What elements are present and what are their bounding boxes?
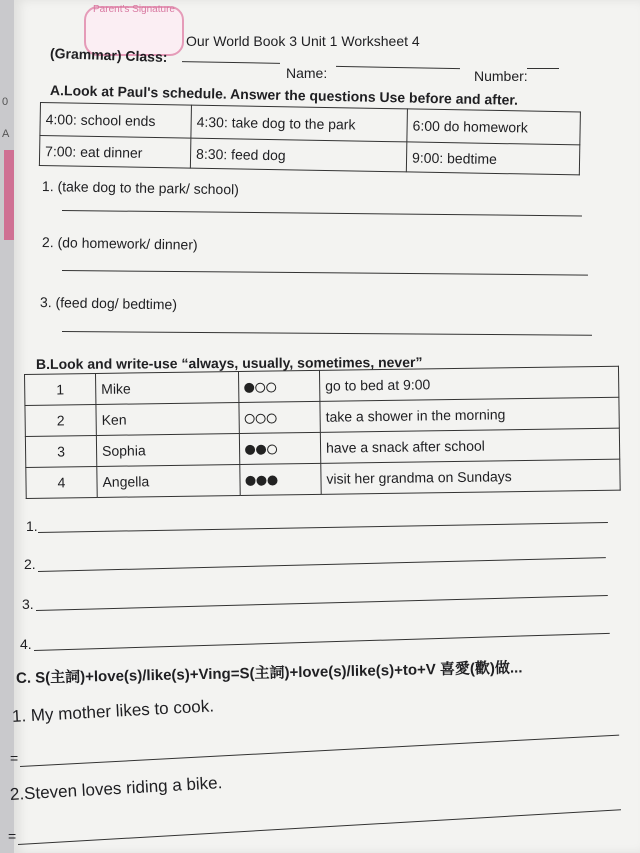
filled-circle-icon (256, 476, 266, 486)
schedule-table (39, 102, 581, 175)
activity: go to bed at 9:00 (319, 366, 618, 401)
section-a-heading: A.Look at Paul's schedule. Answer the questions Use before and after. (49, 82, 519, 108)
schedule-cell: 4:30: take dog to the park (191, 105, 408, 142)
question-a3: 3. (feed dog/ bedtime) (39, 294, 178, 313)
schedule-cell: 8:30: feed dog (190, 138, 406, 172)
sentence-c2: 2.Steven loves riding a bike. (9, 773, 223, 804)
answer-label-b3: 3. (22, 596, 34, 612)
equals-c1: = (10, 750, 19, 766)
class-label: (Grammar) Class: (49, 44, 168, 66)
side-digit: 0 (2, 96, 9, 108)
frequency-table (24, 366, 621, 499)
empty-circle-icon (256, 414, 266, 424)
side-pink-strip (4, 150, 14, 240)
schedule-cell: 9:00: bedtime (406, 142, 579, 175)
person-name: Angella (97, 464, 240, 497)
signature-label: Parent's Signature (93, 4, 175, 15)
filled-circle-icon (256, 445, 266, 455)
frequency-dots (238, 370, 319, 402)
answer-line-a1[interactable] (62, 210, 582, 216)
answer-line-b3[interactable] (36, 595, 608, 611)
number-blank[interactable] (527, 68, 559, 69)
answer-line-c1[interactable] (20, 735, 619, 767)
answer-line-a2[interactable] (62, 270, 588, 276)
empty-circle-icon (267, 445, 277, 455)
number-label: Number: (474, 68, 528, 84)
empty-circle-icon (266, 383, 276, 393)
answer-label-b1: 1. (26, 518, 38, 534)
frequency-dots (239, 401, 320, 433)
worksheet-page (8, 0, 640, 853)
row-number: 1 (25, 374, 96, 406)
activity: take a shower in the morning (320, 397, 619, 432)
filled-circle-icon (245, 445, 255, 455)
answer-line-a3[interactable] (62, 331, 592, 336)
worksheet-title: Our World Book 3 Unit 1 Worksheet 4 (186, 33, 420, 49)
empty-circle-icon (245, 414, 255, 424)
question-a1: 1. (take dog to the park/ school) (41, 178, 240, 198)
person-name: Ken (96, 403, 239, 436)
answer-line-b1[interactable] (38, 522, 608, 533)
section-b-heading: B.Look and write-use “always, usually, sometimes, never” (35, 353, 423, 372)
name-blank[interactable] (336, 66, 460, 69)
answer-line-b2[interactable] (38, 557, 606, 572)
answer-line-b4[interactable] (34, 633, 610, 651)
filled-circle-icon (244, 383, 254, 393)
answer-line-c2[interactable] (18, 809, 621, 845)
filled-circle-icon (267, 476, 277, 486)
row-number: 4 (26, 466, 97, 498)
person-name: Mike (96, 372, 239, 405)
person-name: Sophia (96, 433, 239, 466)
schedule-cell: 6:00 do homework (407, 109, 581, 145)
answer-label-b4: 4. (20, 636, 32, 652)
answer-label-b2: 2. (24, 556, 36, 572)
activity: visit her grandma on Sundays (321, 459, 620, 494)
frequency-dots (239, 432, 320, 464)
row-number: 2 (25, 404, 96, 436)
schedule-cell: 4:00: school ends (40, 103, 192, 139)
side-letter: A (2, 128, 10, 140)
equals-c2: = (8, 828, 17, 844)
empty-circle-icon (255, 383, 265, 393)
class-blank[interactable] (182, 61, 280, 64)
activity: have a snack after school (320, 428, 619, 463)
schedule-cell: 7:00: eat dinner (39, 136, 191, 169)
frequency-dots (240, 463, 321, 495)
filled-circle-icon (245, 476, 255, 486)
name-label: Name: (286, 65, 328, 81)
section-c-heading: C. S(主詞)+love(s)/like(s)+Ving=S(主詞)+love(s)/like(s)+to+V 喜愛(歡)做... (15, 659, 523, 687)
sentence-c1: 1. My mother likes to cook. (11, 696, 215, 726)
row-number: 3 (25, 435, 96, 467)
question-a2: 2. (do homework/ dinner) (41, 234, 198, 253)
empty-circle-icon (267, 414, 277, 424)
